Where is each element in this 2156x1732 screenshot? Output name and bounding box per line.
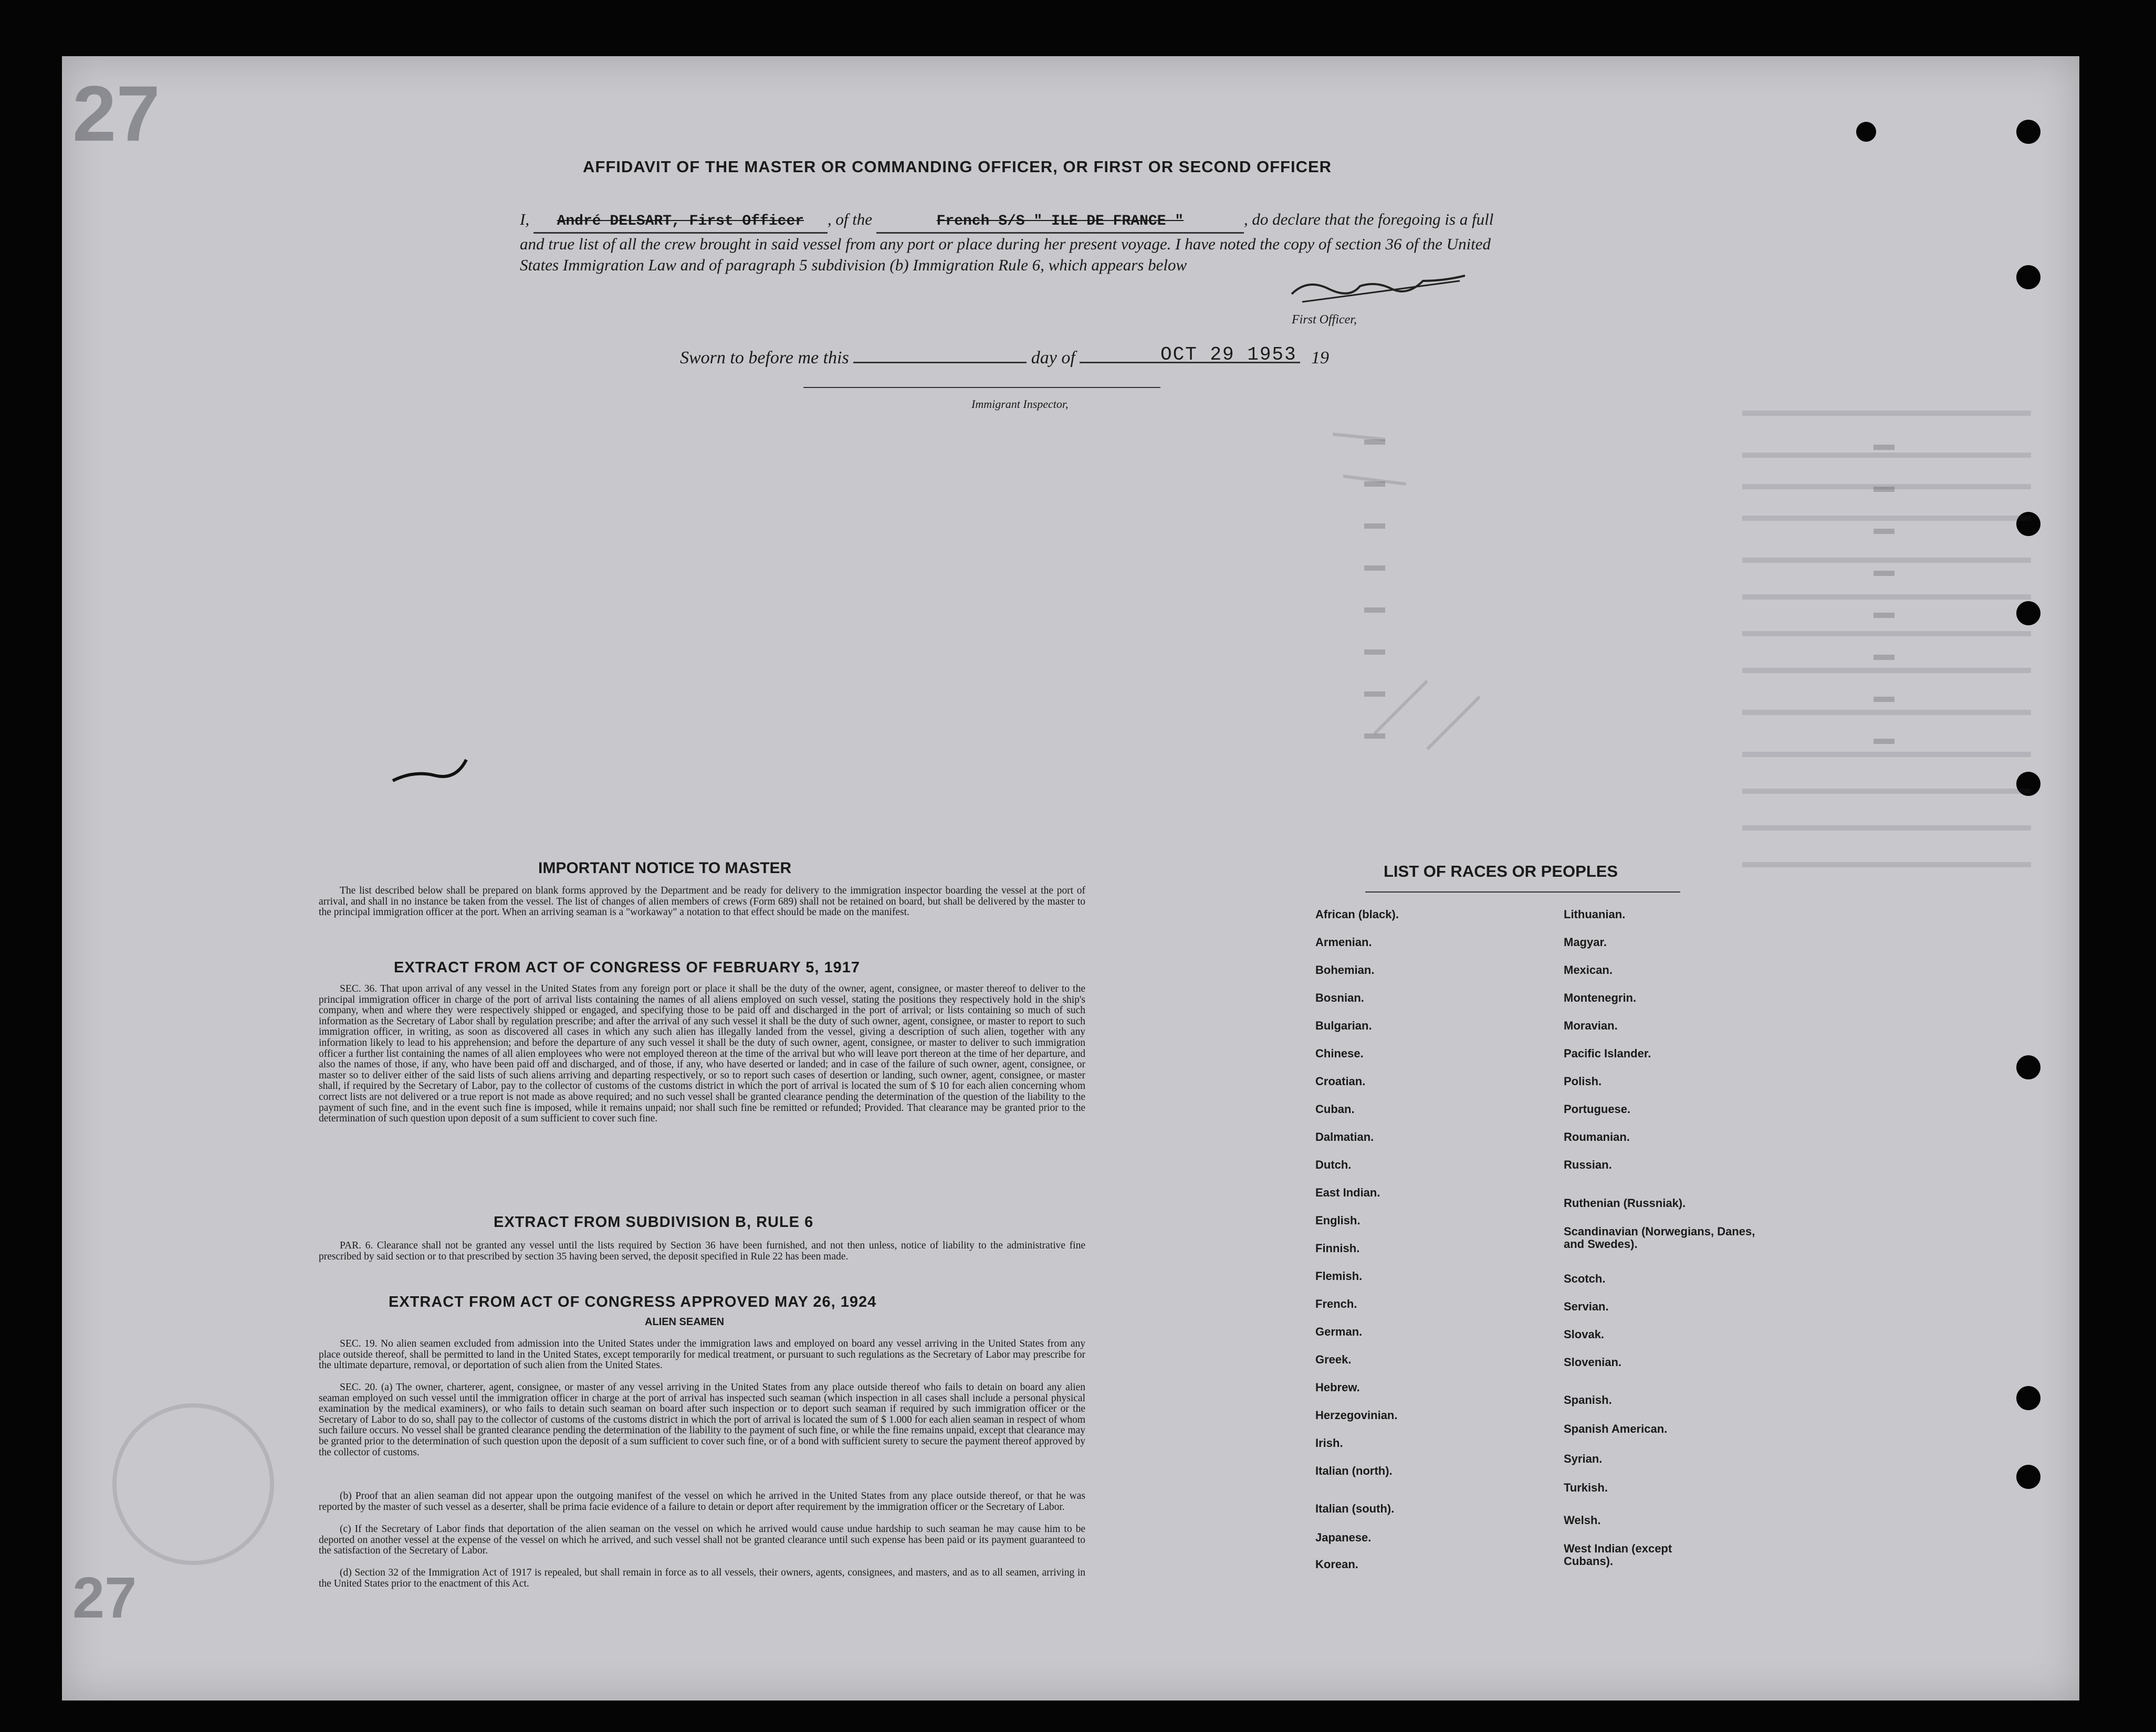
race-item: Greek. [1315, 1353, 1352, 1366]
rule-6-title: EXTRACT FROM SUBDIVISION B, RULE 6 [494, 1214, 814, 1231]
act-1924-sec20a: SEC. 20. (a) The owner, charterer, agent, consignee, or master of any vessel arriving in the United States from any place outside thereof who fails to detain on board any alien seaman employed on such vessel until the immigration officer in charge at the port of arrival has inspected such seaman (which inspection in all cases shall include a personal physical examination by the medical examiners), or who fails to detain such seaman on board after such inspection or to deport such seaman if required by such immigration officer or the Secretary of Labor to do so, shall pay to the collector of customs of the customs district in which the port of arrival is located the sum of $ 1.000 for each alien seaman in respect of whom such failure occurs. No vessel shall be granted clearance pending the determination of the liability to the payment of such fine, or while the fine remains unpaid, except that clearance may be granted prior to the determination of such question upon the deposit of a sum sufficient to cover such fine, or of a bond with sufficient surety to secure the payment thereof approved by the collector of customs. [319, 1382, 1085, 1458]
affidavit-title: AFFIDAVIT OF THE MASTER OR COMMANDING OFFICER, OR FIRST OR SECOND OFFICER [583, 158, 1332, 176]
race-item: Slovenian. [1564, 1356, 1622, 1369]
date-stamp: OCT 29 1953 [1160, 344, 1297, 365]
race-item: Scotch. [1564, 1272, 1606, 1285]
inspector-signature-line [803, 387, 1160, 388]
notice-title: IMPORTANT NOTICE TO MASTER [538, 859, 792, 877]
day-of-text: day of [1031, 348, 1075, 368]
race-item: Japanese. [1315, 1531, 1372, 1544]
race-item: Spanish. [1564, 1393, 1612, 1406]
act-1924-sec20d: (d) Section 32 of the Immigration Act of 1917 is repealed, but shall remain in force as to all vessels, their owners, agents, consignees, and masters, and as to all seamen, arriving in the United States prior to the enactment of this Act. [319, 1567, 1085, 1589]
races-title: LIST OF RACES OR PEOPLES [1384, 862, 1618, 880]
race-item: Welsh. [1564, 1514, 1601, 1527]
race-item: Magyar. [1564, 936, 1607, 949]
race-item: East Indian. [1315, 1186, 1380, 1199]
race-item: German. [1315, 1325, 1363, 1338]
act-1924-sec20c: (c) If the Secretary of Labor finds that deportation of the alien seaman on the vessel on which he arrived would cause undue hardship to such seaman he may cause him to be deported on another vessel at the expense of the vessel on which he arrived, and such vessel shall not be granted clearance until such expense has been paid or its payment guaranteed to the satisfaction of the Secretary of Labor. [319, 1524, 1085, 1557]
act-1924-sec19: SEC. 19. No alien seamen excluded from admission into the United States under the immigration laws and employed on board any vessel arriving in the United States from any place outside thereof, shall be permitted to land in the United States, except temporarily for medical treatment, or pursuant to such regulations as the Secretary of Labor may prescribe for the ultimate departure, removal, or deportation of such alien from the United States. [319, 1338, 1085, 1371]
alien-seamen-subtitle: ALIEN SEAMEN [645, 1316, 725, 1328]
race-item: Bosnian. [1315, 991, 1364, 1004]
act-1924-sec20b: (b) Proof that an alien seaman did not appear upon the outgoing manifest of the vessel on which he arrived in the United States from any place outside thereof, or that he was reported by the master of such vessel as a deserter, shall be prima facie evidence of a failure to detain or deport after requirement by the immigration officer or the Secretary of Labor. [319, 1490, 1085, 1513]
race-item: Pacific Islander. [1564, 1047, 1651, 1060]
inspector-label: Immigrant Inspector, [971, 397, 1069, 411]
race-item: Syrian. [1564, 1452, 1603, 1465]
race-item: West Indian (except Cubans). [1564, 1542, 1672, 1568]
race-item: Dalmatian. [1315, 1130, 1374, 1143]
race-item: English. [1315, 1214, 1360, 1227]
race-item: Mexican. [1564, 963, 1613, 977]
year-prefix: 19 [1311, 348, 1329, 368]
officer-name: André DELSART, First Officer [557, 213, 804, 229]
act-1917-text: SEC. 36. That upon arrival of any vessel in the United States from any foreign port or place it shall be the duty of the owner, agent, consignee, or master thereof to deliver to the principal immigration officer in charge of the port of arrival lists containing the names of all aliens employed on such vessel, stating the positions they respectively hold in the ship's company, when and where they were respectively shipped or engaged, and specifying those to be paid off and discharged in the port of arrival; or lists containing so much of such information as the Secretary of Labor shall by regulation prescribe; and after the arrival of any such vessel it shall be the duty of such owner, agent, consignee, or master to report to such immigration officer, in writing, as soon as discovered all cases in which any such alien has illegally landed from the vessel, giving a description of such alien, together with any information likely to lead to his apprehension; and before the departure of any such vessel it shall be the duty of such owner, agent, consignee, or master to deliver to such immigration officer a further list containing the names of all alien employees who were not employed thereon at the time of the arrival but who will leave port thereon at the time of her departure, and also the names of those, if any, who have been paid off and discharged, and of those, if any, who have deserted or landed; and in case of the failure of such owner, agent, consignee, or master so to deliver either of the said lists of such aliens arriving and departing respectively, or so to report such cases of desertion or landing, such owner, agent, consignee, or master shall, if required by the Secretary of Labor, pay to the collector of customs of the customs district in which the port of arrival is located the sum of $ 10 for each alien concerning whom correct lists are not delivered or a true report is not made as above required; and no such vessel shall be granted clearance pending the determination of the question of the liability to the payment of such fine, and in the event such fine is imposed, while it remains unpaid; nor shall such fine be remitted or refunded; Provided. That clearance may be granted prior to the determination of such question upon deposit of a sum sufficient to cover such fine. [319, 983, 1085, 1125]
race-item: Irish. [1315, 1436, 1343, 1450]
race-item: Cuban. [1315, 1103, 1355, 1116]
race-item: French. [1315, 1297, 1357, 1310]
race-item: Flemish. [1315, 1269, 1363, 1283]
signature-label: First Officer, [1292, 313, 1357, 327]
vessel-name: French S/S " ILE DE FRANCE " [936, 213, 1184, 229]
affidavit-statement: that the foregoing is a full and true list of all the crew brought in said vessel from any port or place during her present voyage. I have noted the copy of section 36 of the United States Immigration Law and of paragraph 5 subdivision (b) Immigration Rule 6, which appears below [520, 210, 1494, 274]
race-item: Croatian. [1315, 1075, 1366, 1088]
race-item: Polish. [1564, 1075, 1602, 1088]
affidavit-of-the: , of the [827, 210, 873, 228]
act-1917-title: EXTRACT FROM ACT OF CONGRESS OF FEBRUARY 5, 1917 [394, 959, 861, 976]
race-item: Korean. [1315, 1558, 1358, 1571]
margin-page-number: 27 [72, 1566, 137, 1630]
race-item: Moravian. [1564, 1019, 1618, 1032]
race-item: Servian. [1564, 1300, 1609, 1313]
race-item: Roumanian. [1564, 1130, 1630, 1143]
race-item: Scandinavian (Norwegians, Danes, and Swedes). [1564, 1225, 1755, 1251]
race-item: Slovak. [1564, 1328, 1605, 1341]
race-item: Bohemian. [1315, 963, 1375, 977]
sworn-before-text: Sworn to before me this [680, 348, 849, 368]
race-item: Turkish. [1564, 1481, 1608, 1494]
race-item: African (black). [1315, 908, 1399, 921]
races-underline [1365, 891, 1680, 893]
race-item: Finnish. [1315, 1242, 1360, 1255]
race-item: Hebrew. [1315, 1381, 1360, 1394]
rule-6-text: PAR. 6. Clearance shall not be granted any vessel until the lists required by Section 36 have been furnished, and not then unless, notice of liability to the administrative fine prescribed by said section or to that prescribed by section 35 having been served, the deposit specified in Rule 22 has been made. [319, 1240, 1085, 1262]
affidavit-body [520, 209, 1517, 276]
act-1924-title: EXTRACT FROM ACT OF CONGRESS APPROVED MAY 26, 1924 [389, 1294, 877, 1310]
race-item: Herzegovinian. [1315, 1409, 1398, 1422]
race-item: Spanish American. [1564, 1422, 1668, 1435]
race-item: Dutch. [1315, 1158, 1352, 1171]
affidavit-do-declare: , do declare [1243, 210, 1321, 228]
affidavit-i: I, [520, 210, 530, 228]
race-item: Italian (north). [1315, 1464, 1393, 1477]
race-item: Italian (south). [1315, 1502, 1395, 1515]
race-item: Montenegrin. [1564, 991, 1637, 1004]
race-item: Chinese. [1315, 1047, 1364, 1060]
race-item: Ruthenian (Russniak). [1564, 1196, 1686, 1210]
notice-text: The list described below shall be prepared on blank forms approved by the Department and be ready for delivery to the immigration inspector boarding the vessel at the port of arrival, and shall in no instance be taken from the vessel. The list of changes of alien members of crews (Form 689) shall not be retained on board, but shall be delivered by the master to the principal immigration officer at the port. When an arriving seaman is a "workaway" a notation to that effect should be made on the manifest. [319, 885, 1085, 918]
margin-page-number: 27 [72, 69, 160, 158]
race-item: Bulgarian. [1315, 1019, 1372, 1032]
race-item: Lithuanian. [1564, 908, 1626, 921]
officer-signature [1271, 270, 1523, 312]
race-item: Portuguese. [1564, 1103, 1631, 1116]
race-item: Armenian. [1315, 936, 1372, 949]
race-item: Russian. [1564, 1158, 1612, 1171]
